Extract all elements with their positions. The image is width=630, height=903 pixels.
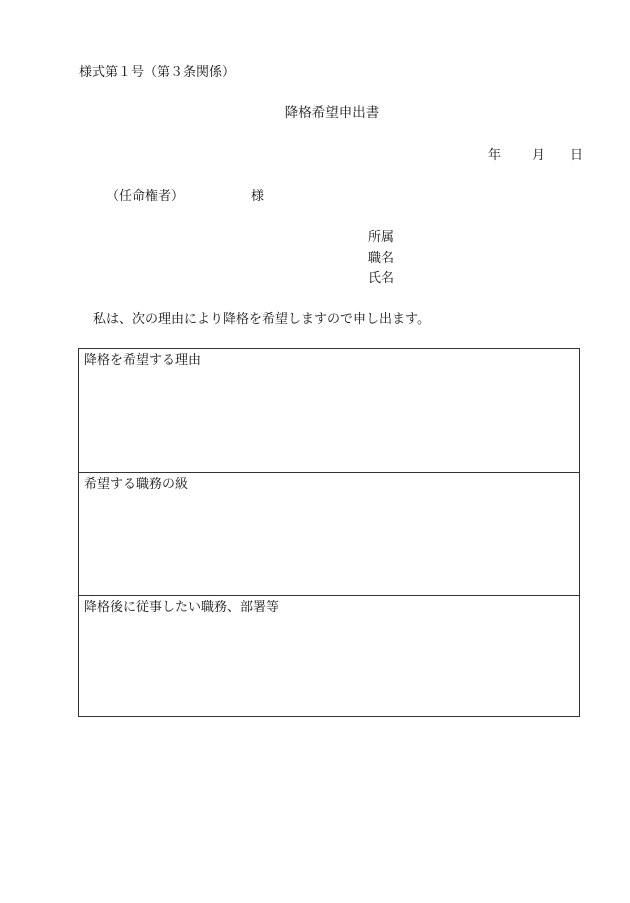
reason-row bbox=[79, 349, 579, 472]
desired-grade-answer-area[interactable] bbox=[83, 497, 575, 591]
request-form-table bbox=[78, 348, 580, 717]
position-label: 職名 bbox=[368, 250, 395, 266]
desired-grade-row bbox=[79, 472, 579, 595]
reason-label: 降格を希望する理由 bbox=[84, 353, 202, 368]
document-title: 降格希望申出書 bbox=[284, 105, 380, 121]
date-month-label: 月 bbox=[532, 148, 546, 163]
desired-duty-label: 降格後に従事したい職務、部署等 bbox=[84, 600, 280, 615]
name-label: 氏名 bbox=[368, 271, 395, 286]
date-day-label: 日 bbox=[570, 148, 584, 163]
addressee-honorific: 様 bbox=[251, 189, 265, 204]
affiliation-label: 所属 bbox=[368, 230, 395, 245]
date-year-label: 年 bbox=[488, 148, 502, 163]
desired-duty-row bbox=[79, 595, 579, 716]
desired-duty-answer-area[interactable] bbox=[83, 620, 575, 712]
desired-grade-label: 希望する職務の級 bbox=[84, 477, 189, 492]
applicant-block bbox=[368, 231, 394, 293]
reason-answer-area[interactable] bbox=[83, 373, 575, 468]
addressee-appointer: （任命権者） bbox=[106, 189, 185, 204]
form-number: 様式第１号（第３条関係） bbox=[79, 65, 236, 80]
request-statement: 私は、次の理由により降格を希望しますので申し出ます。 bbox=[93, 312, 430, 327]
